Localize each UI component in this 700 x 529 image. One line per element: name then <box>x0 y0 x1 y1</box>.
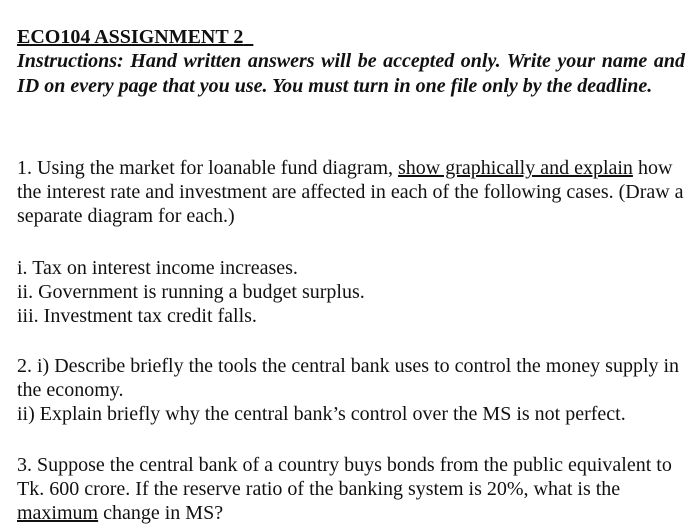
question-3 <box>17 453 687 525</box>
question-3-suffix: change in MS? <box>98 502 224 524</box>
question-3-emphasis: maximum <box>17 502 99 524</box>
question-2-part-2: ii) Explain briefly why the central bank’s control over the MS is not perfect. <box>17 403 626 425</box>
question-2-part-1: 2. i) Describe briefly the tools the central bank uses to control the money supply in the economy. <box>17 355 680 401</box>
question-1 <box>17 156 687 228</box>
assignment-title <box>17 25 253 49</box>
question-1-cases <box>17 256 687 328</box>
question-3-text <box>17 453 687 525</box>
question-1-text <box>17 156 687 228</box>
question-1-emphasis: show graphically and explain <box>398 157 633 179</box>
instructions: Instructions: Hand written answers will be accepted only. Write your name and ID on every page that you use. You must turn in one file only by the deadline. <box>17 50 685 97</box>
question-1-case-3: iii. Investment tax credit falls. <box>17 305 257 327</box>
question-2 <box>17 354 687 426</box>
question-1-case-2: ii. Government is running a budget surplus. <box>17 281 365 303</box>
question-3-prefix: 3. Suppose the central bank of a country buys bonds from the public equivalent to Tk. 600 crore. If the reserve ratio of the banking system is 20%, what is the <box>17 454 672 500</box>
question-1-case-1: i. Tax on interest income increases. <box>17 257 298 279</box>
question-1-prefix: 1. Using the market for loanable fund diagram, <box>17 157 398 179</box>
assignment-title-text: ECO104 ASSIGNMENT 2 <box>17 26 244 48</box>
question-1-suffix: how the interest rate and investment are affected in each of the following cases. (Draw a separate diagram for each.) <box>17 157 684 227</box>
